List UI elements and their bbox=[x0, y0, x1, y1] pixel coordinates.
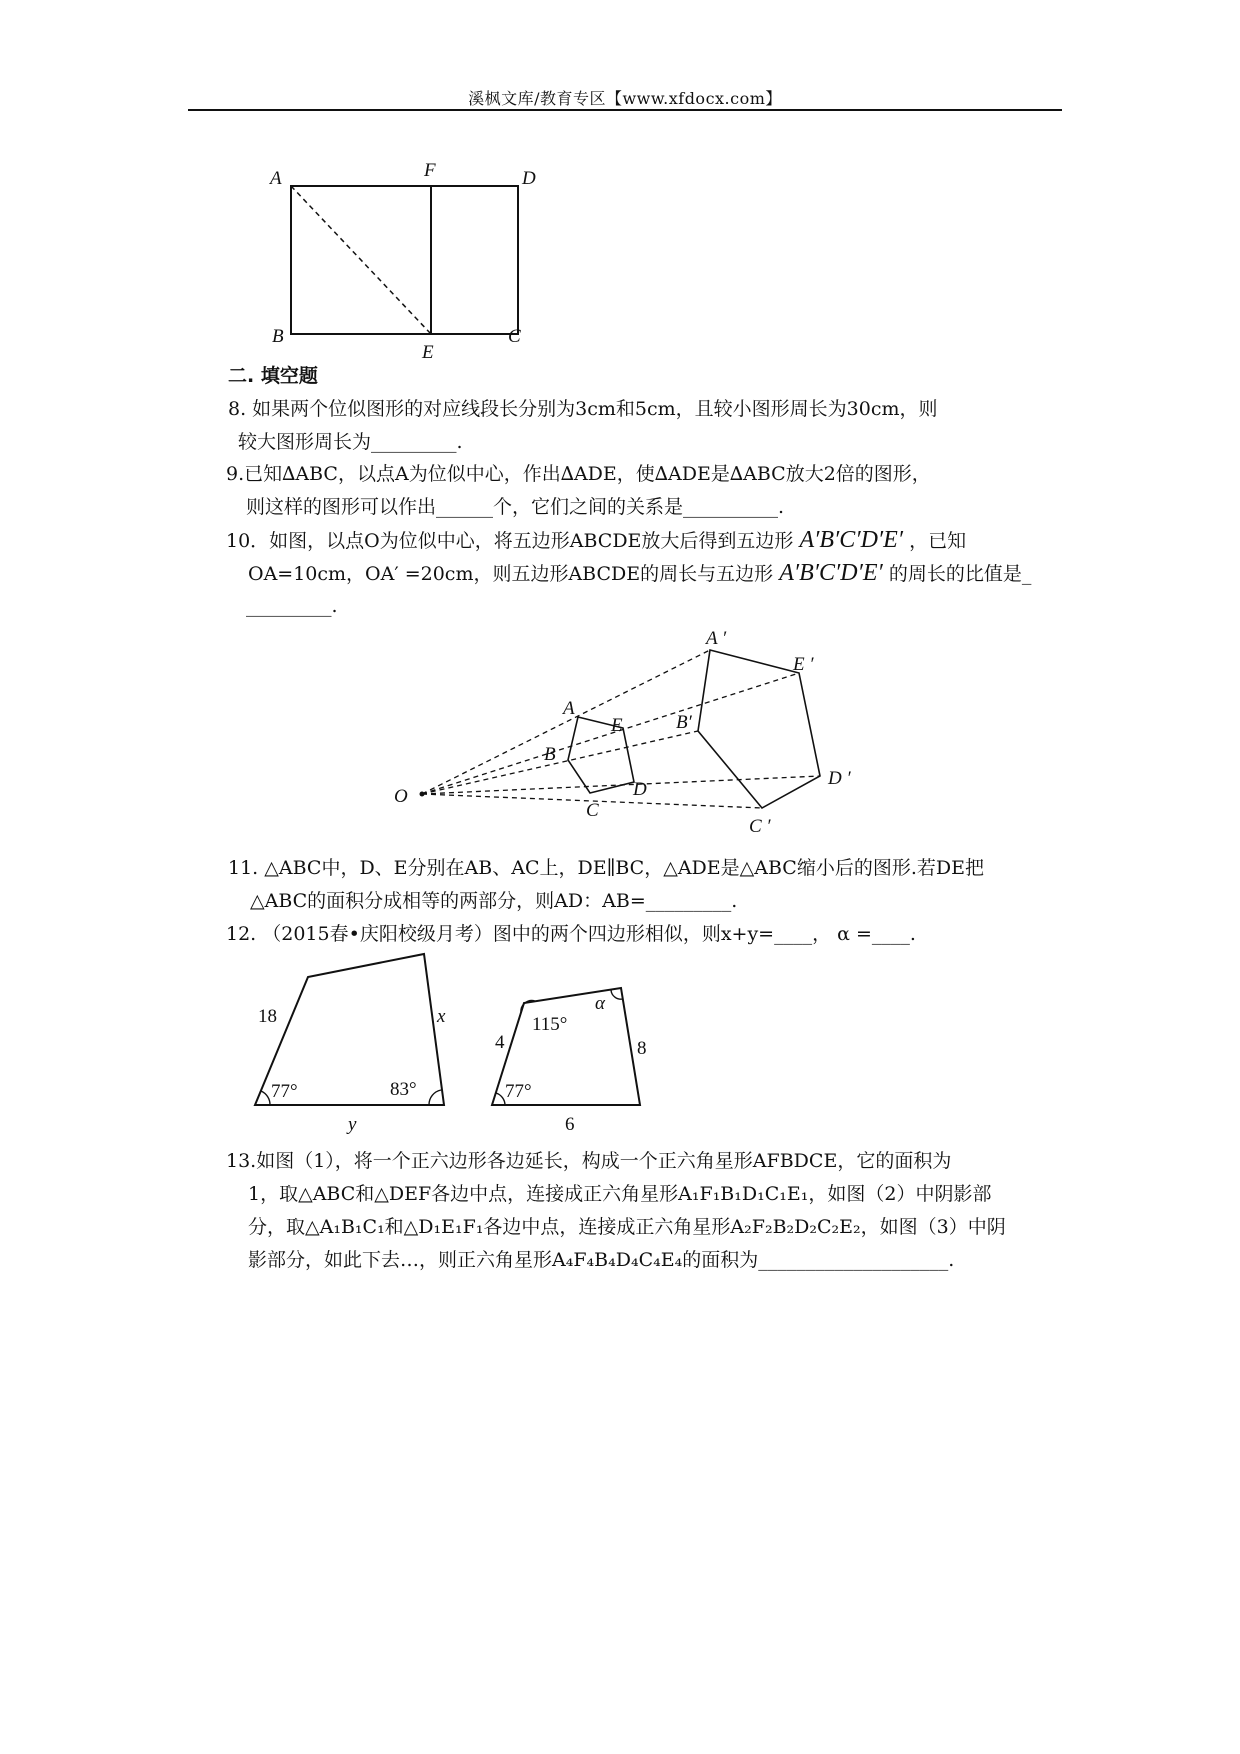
label-f: F bbox=[424, 160, 436, 181]
quadrilaterals-figure bbox=[240, 940, 680, 1140]
header-rule bbox=[188, 109, 1062, 111]
q10-line3: _________. bbox=[246, 595, 338, 617]
q10-line2-b: 的周长的比值是_ bbox=[888, 563, 1032, 585]
q11-line2: △ABC的面积分成相等的两部分，则AD：AB=_________. bbox=[250, 890, 738, 912]
ray-oa bbox=[422, 650, 710, 794]
angle-arc-right-77 bbox=[496, 1093, 505, 1105]
label-e-prime: E ′ bbox=[793, 654, 814, 675]
label-a: A bbox=[270, 168, 282, 189]
right-angle-77: 77° bbox=[505, 1081, 532, 1102]
diagonal-ae bbox=[291, 186, 431, 334]
q10-line1 bbox=[226, 528, 966, 553]
q13-line2: 1，取△ABC和△DEF各边中点，连接成正六角星形A₁F₁B₁D₁C₁E₁，如图（2）中阴影部 bbox=[248, 1183, 992, 1205]
label-c: C bbox=[586, 800, 599, 821]
right-bottom-6: 6 bbox=[565, 1114, 575, 1135]
pentagon-abcde bbox=[568, 717, 634, 793]
label-b-prime: B′ bbox=[676, 712, 692, 733]
label-o: O bbox=[394, 786, 408, 807]
right-side-4: 4 bbox=[495, 1032, 505, 1053]
q10-line1-b: ，已知 bbox=[909, 530, 967, 552]
ray-ob bbox=[422, 731, 698, 794]
label-a: A bbox=[563, 698, 575, 719]
q8-line2: 较大图形周长为_________. bbox=[238, 431, 463, 453]
label-d-prime: D ′ bbox=[828, 768, 851, 789]
left-bottom-y: y bbox=[348, 1114, 357, 1135]
q8-line1: 8. 如果两个位似图形的对应线段长分别为3cm和5cm，且较小图形周长为30cm，则 bbox=[228, 398, 938, 420]
angle-arc-left-83 bbox=[429, 1090, 441, 1105]
q10-prime-label-2: A′B′C′D′E′ bbox=[779, 560, 883, 586]
q10-line1-a: 10．如图，以点O为位似中心，将五边形ABCDE放大后得到五边形 bbox=[226, 530, 794, 552]
ray-od bbox=[422, 776, 820, 794]
section-title: 二. 填空题 bbox=[228, 365, 318, 387]
q13-line4: 影部分，如此下去…，则正六角星形A₄F₄B₄D₄C₄E₄的面积为____________________. bbox=[248, 1249, 955, 1271]
label-d: D bbox=[522, 168, 536, 189]
q11-line1: 11. △ABC中，D、E分别在AB、AC上，DE∥BC，△ADE是△ABC缩小后的图形.若DE把 bbox=[228, 857, 984, 879]
page-header: 溪枫文库/教育专区【www.xfdocx.com】 bbox=[468, 89, 782, 108]
left-side-x: x bbox=[437, 1006, 446, 1027]
q13-line1: 13.如图（1），将一个正六边形各边延长，构成一个正六角星形AFBDCE，它的面积为 bbox=[226, 1150, 952, 1172]
label-e: E bbox=[422, 342, 434, 363]
right-side-8: 8 bbox=[637, 1038, 647, 1059]
right-angle-alpha: α bbox=[595, 993, 605, 1014]
label-c-prime: C ′ bbox=[749, 816, 771, 837]
label-b: B bbox=[544, 744, 556, 765]
left-angle-83: 83° bbox=[390, 1079, 417, 1100]
q12-line1: 12. （2015春•庆阳校级月考）图中的两个四边形相似，则x+y=____， α =____. bbox=[226, 923, 916, 945]
label-b: B bbox=[272, 326, 284, 347]
q10-prime-label-1: A′B′C′D′E′ bbox=[799, 527, 904, 553]
point-o bbox=[420, 792, 425, 797]
angle-arc-left-77 bbox=[261, 1091, 270, 1105]
q9-line1: 9.已知∆ABC，以点A为位似中心，作出∆ADE，使∆ADE是∆ABC放大2倍的图形， bbox=[226, 463, 931, 485]
label-a-prime: A ′ bbox=[706, 628, 727, 649]
right-angle-115: 115° bbox=[532, 1014, 568, 1035]
label-d: D bbox=[633, 779, 647, 800]
q10-line2 bbox=[248, 561, 1031, 586]
rectangle-figure bbox=[260, 160, 550, 363]
left-angle-77: 77° bbox=[271, 1081, 298, 1102]
q9-line2: 则这样的图形可以作出______个，它们之间的关系是__________. bbox=[246, 496, 785, 518]
q13-line3: 分，取△A₁B₁C₁和△D₁E₁F₁各边中点，连接成正六角星形A₂F₂B₂D₂C₂E₂，如图（3）中阴 bbox=[248, 1216, 1006, 1238]
q10-line2-a: OA=10cm，OA′ =20cm，则五边形ABCDE的周长与五边形 bbox=[248, 563, 774, 585]
left-side-18: 18 bbox=[258, 1006, 277, 1027]
label-e: E bbox=[611, 715, 623, 736]
pentagon-figure bbox=[380, 620, 900, 840]
rectangle-abcd bbox=[291, 186, 518, 334]
label-c: C bbox=[508, 326, 521, 347]
